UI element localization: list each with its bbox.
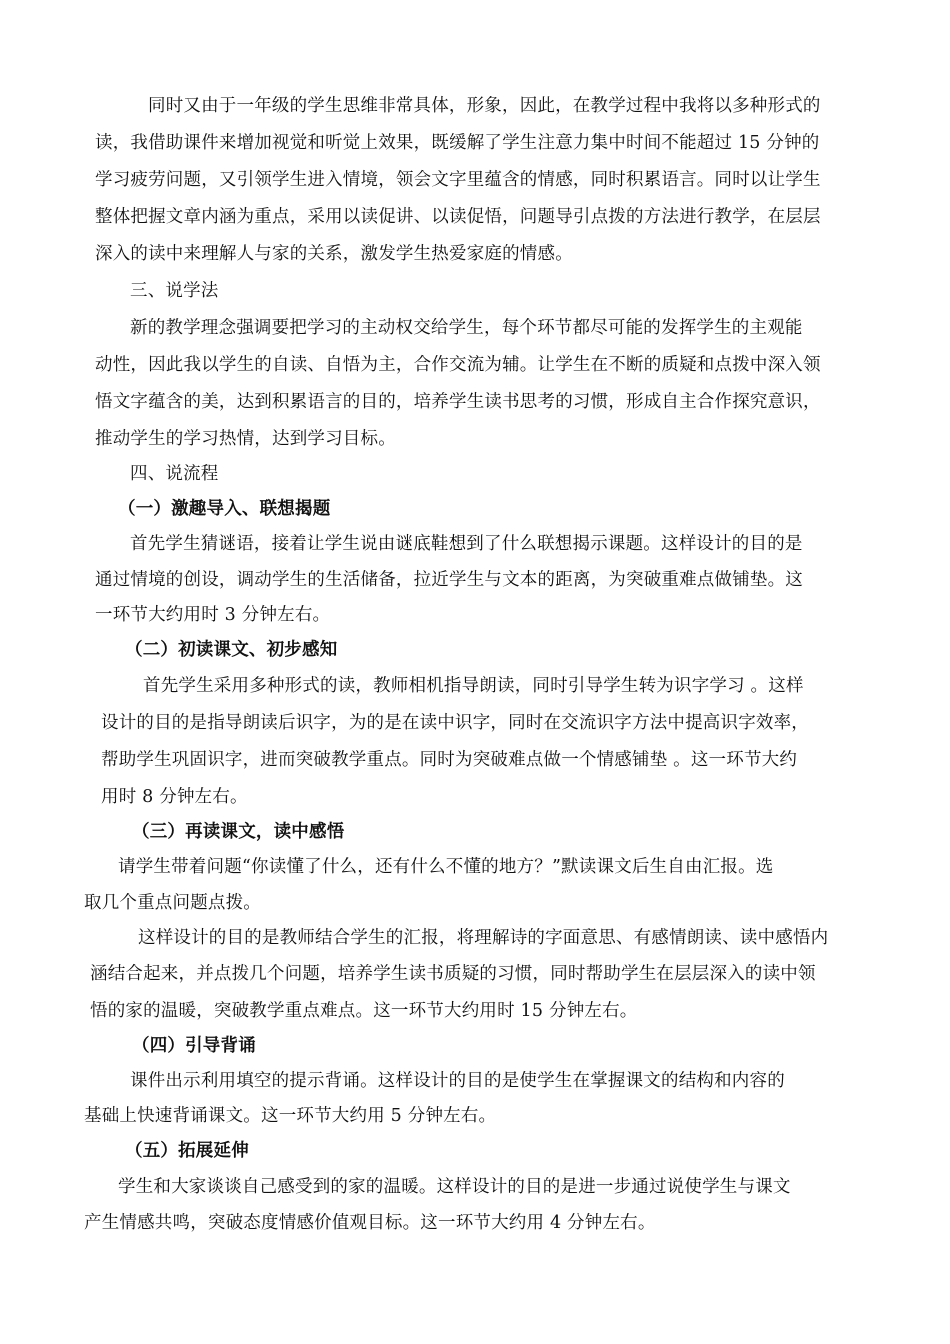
paragraph-line: 这样设计的目的是教师结合学生的汇报，将理解诗的字面意思、有感情朗读、读中感悟内 xyxy=(138,928,829,948)
subsection-heading: （四）引导背诵 xyxy=(132,1036,256,1056)
subsection-heading: （二）初读课文、初步感知 xyxy=(125,640,338,660)
paragraph-line: 涵结合起来，并点拨几个问题，培养学生读书质疑的习惯，同时帮助学生在层层深入的读中领 xyxy=(90,964,816,984)
paragraph-line: 设计的目的是指导朗读后识字，为的是在读中识字，同时在交流识字方法中提高识字效率， xyxy=(101,713,809,733)
paragraph-line: 通过情境的创设，调动学生的生活储备，拉近学生与文本的距离，为突破重难点做铺垫。这 xyxy=(95,570,803,590)
subsection-heading: （一）激趣导入、联想揭题 xyxy=(118,499,331,519)
paragraph-line: 学习疲劳问题，又引领学生进入情境，领会文字里蕴含的情感，同时积累语言。同时以让学生 xyxy=(95,170,821,190)
paragraph-line: 一环节大约用时 3 分钟左右。 xyxy=(95,605,331,625)
subsection-heading: （五）拓展延伸 xyxy=(125,1141,249,1161)
section-heading: 三、说学法 xyxy=(130,281,219,301)
paragraph-line: 请学生带着问题“你读懂了什么，还有什么不懂的地方？”默读课文后生自由汇报。选 xyxy=(118,857,774,877)
paragraph-line: 新的教学理念强调要把学习的主动权交给学生，每个环节都尽可能的发挥学生的主观能 xyxy=(130,318,803,338)
subsection-heading: （三）再读课文，读中感悟 xyxy=(132,822,345,842)
paragraph-line: 推动学生的学习热情，达到学习目标。 xyxy=(95,429,396,449)
paragraph-line: 课件出示利用填空的提示背诵。这样设计的目的是使学生在掌握课文的结构和内容的 xyxy=(130,1071,785,1091)
paragraph-line: 读，我借助课件来增加视觉和听觉上效果，既缓解了学生注意力集中时间不能超过 15 分钟的 xyxy=(95,133,820,153)
paragraph-line: 学生和大家谈谈自己感受到的家的温暖。这样设计的目的是进一步通过说使学生与课文 xyxy=(118,1177,791,1197)
paragraph-line: 深入的读中来理解人与家的关系，激发学生热爱家庭的情感。 xyxy=(95,244,573,264)
paragraph-line: 动性，因此我以学生的自读、自悟为主，合作交流为辅。让学生在不断的质疑和点拨中深入领 xyxy=(95,355,821,375)
paragraph-line: 产生情感共鸣，突破态度情感价值观目标。这一环节大约用 4 分钟左右。 xyxy=(84,1213,656,1233)
paragraph-line: 整体把握文章内涵为重点，采用以读促讲、以读促悟，问题导引点拨的方法进行教学，在层层 xyxy=(95,207,821,227)
paragraph-line: 用时 8 分钟左右。 xyxy=(101,787,248,807)
paragraph-line: 帮助学生巩固识字，进而突破教学重点。同时为突破难点做一个情感铺垫 。这一环节大约 xyxy=(101,750,798,770)
paragraph-line: 基础上快速背诵课文。这一环节大约用 5 分钟左右。 xyxy=(84,1106,497,1126)
paragraph-line: 悟文字蕴含的美，达到积累语言的目的，培养学生读书思考的习惯，形成自主合作探究意识， xyxy=(95,392,821,412)
paragraph-line: 首先学生采用多种形式的读，教师相机指导朗读，同时引导学生转为识字学习 。这样 xyxy=(143,676,804,696)
section-heading: 四、说流程 xyxy=(130,464,219,484)
paragraph-line: 首先学生猜谜语，接着让学生说由谜底鞋想到了什么联想揭示课题。这样设计的目的是 xyxy=(130,534,803,554)
paragraph-line: 悟的家的温暖，突破教学重点难点。这一环节大约用时 15 分钟左右。 xyxy=(90,1001,638,1021)
paragraph-line: 取几个重点问题点拨。 xyxy=(84,893,261,913)
paragraph-line: 同时又由于一年级的学生思维非常具体，形象，因此，在教学过程中我将以多种形式的 xyxy=(148,96,821,116)
